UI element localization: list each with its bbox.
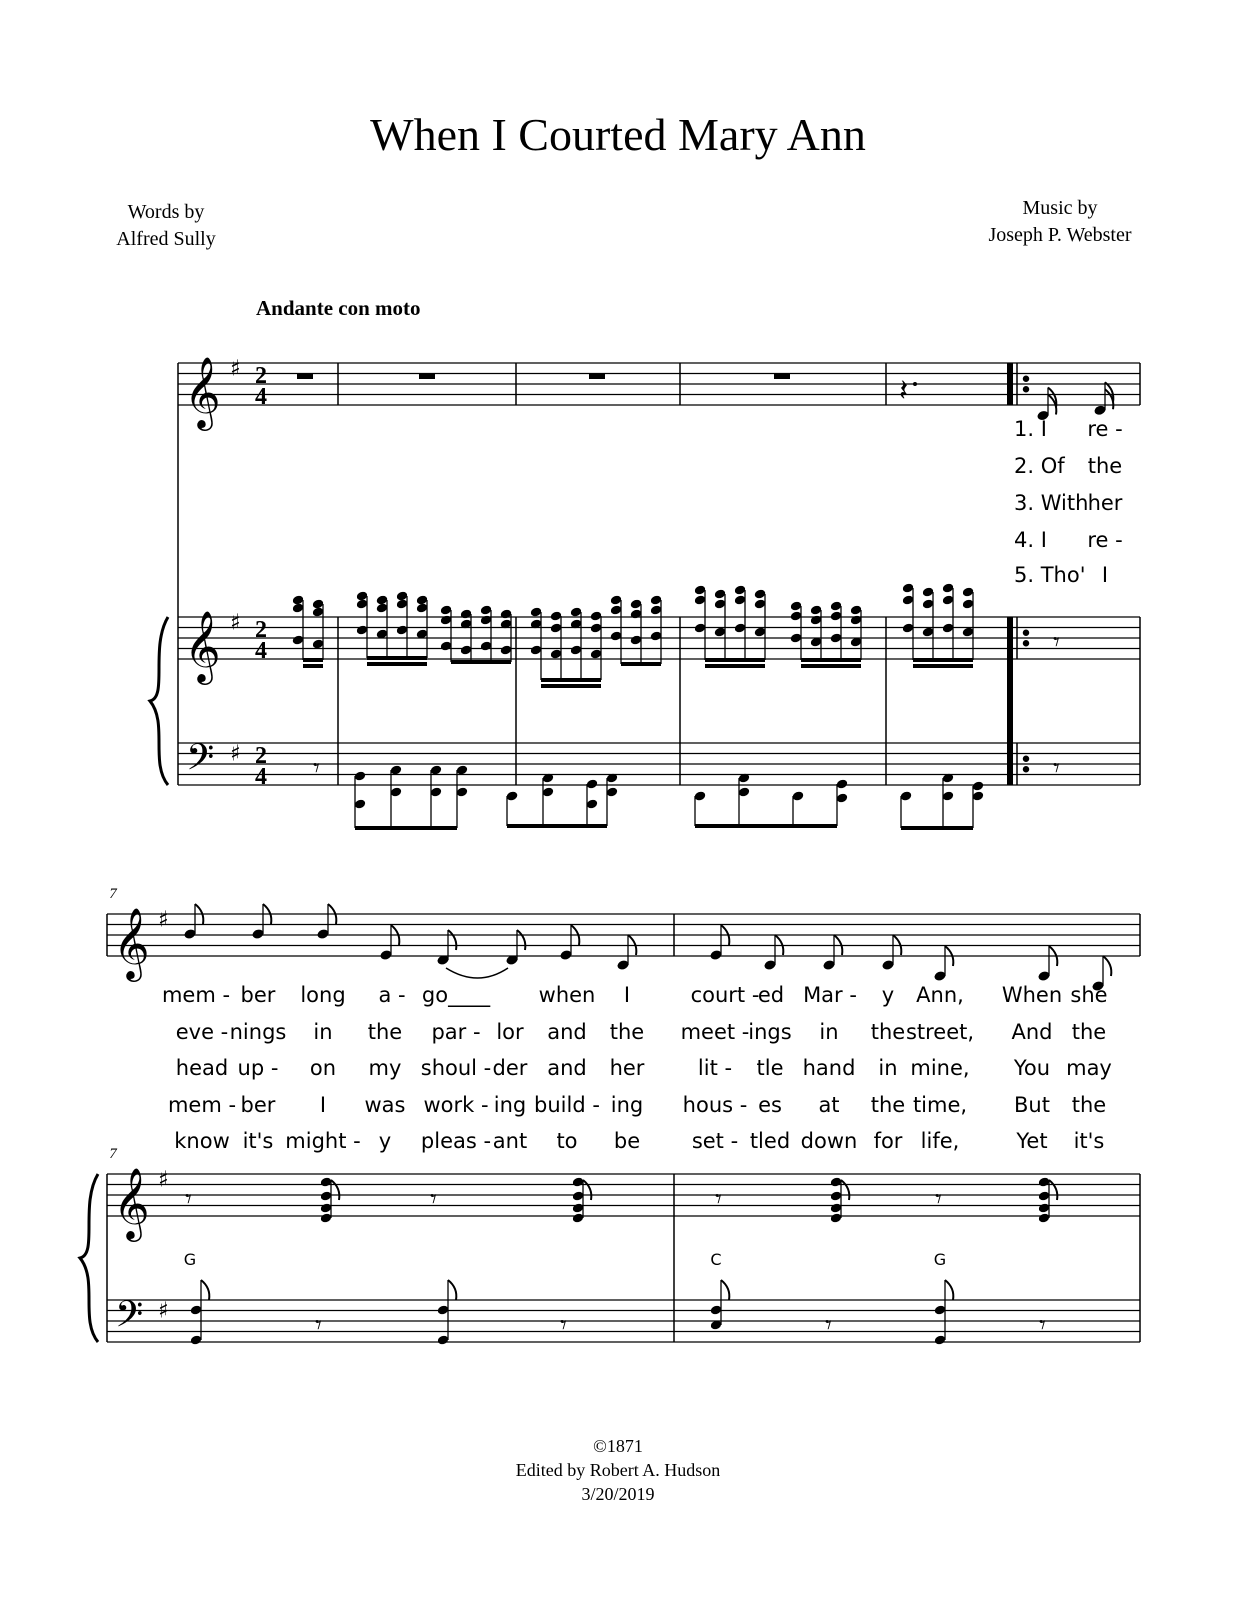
treble-clef-icon: 𝄞 (113, 906, 150, 979)
lyric-syllable: in (313, 1020, 333, 1044)
lyric-syllable: on (309, 1056, 337, 1080)
time-signature-top: 2 (255, 617, 267, 643)
quarter-rest-icon: 𝄽 (899, 373, 909, 409)
lyric-syllable: shoul - (420, 1056, 492, 1080)
repeat-dot (1024, 376, 1029, 381)
lyric-syllable: to (556, 1129, 578, 1153)
lyric-syllable: the (870, 1020, 906, 1044)
lyric-syllable: And (1011, 1020, 1053, 1044)
time-signature-bottom: 4 (255, 384, 267, 410)
notes (183, 382, 1113, 1345)
lyric-syllable: But (1014, 1093, 1050, 1117)
bass-clef-icon: 𝄢 (186, 736, 215, 788)
lyric-syllable: mem - (167, 1093, 237, 1117)
lyric-syllable: Ann, (916, 983, 964, 1007)
note-flag (721, 1280, 729, 1300)
note-flag (1049, 1180, 1057, 1200)
lyric-syllable: when (538, 983, 596, 1007)
whole-rest (774, 374, 790, 380)
lyric-syllable: the (1071, 1093, 1107, 1117)
whole-rest (419, 374, 435, 380)
eighth-rest-icon: 𝄾 (313, 753, 320, 784)
lyric-syllable: long (300, 983, 346, 1007)
whole-rest (589, 374, 605, 380)
note-flag (945, 1280, 953, 1300)
sharp-icon: ♯ (230, 356, 241, 382)
edit-date: 3/20/2019 (581, 1484, 655, 1504)
verse-pickup-lyric: 2. Of (1014, 454, 1065, 478)
eighth-rest-icon: 𝄾 (1039, 1310, 1046, 1341)
note-flag (448, 930, 456, 950)
eighth-rest-icon: 𝄾 (1053, 627, 1060, 658)
augmentation-dot (913, 382, 917, 386)
lyric-syllable: es (758, 1093, 782, 1117)
lyric-syllable: hous - (682, 1093, 748, 1117)
eighth-rest-icon: 𝄾 (430, 1184, 437, 1215)
tempo-marking: Andante con moto (256, 296, 421, 320)
footer (0, 1434, 1236, 1506)
lyric-syllable: nings (229, 1020, 287, 1044)
lyric-syllable: ber (240, 983, 276, 1007)
time-signature-top: 2 (255, 363, 267, 389)
key-signatures (158, 356, 241, 1323)
note-flag (201, 1280, 209, 1300)
lyric-syllable: the (609, 1020, 645, 1044)
repeat-dot (1024, 387, 1029, 392)
sharp-icon: ♯ (230, 610, 241, 636)
time-signature-bottom: 4 (255, 764, 267, 790)
sharp-icon: ♯ (158, 907, 169, 933)
lyric-syllable: her (609, 1056, 645, 1080)
lyric-syllable: it's (1073, 1129, 1105, 1153)
bass-clef-icon: 𝄢 (115, 1293, 144, 1345)
lyric-syllable: a - (378, 983, 406, 1007)
treble-clef-icon: 𝄞 (184, 355, 221, 428)
lyric-syllable: time, (912, 1093, 968, 1117)
lyric-syllable: set - (691, 1129, 739, 1153)
verse-pickup-lyric: her (1087, 491, 1123, 515)
lyric-syllable: mem - (161, 983, 231, 1007)
lyric-syllable: tle (756, 1056, 784, 1080)
verse-pickup-lyric: 5. Tho' (1014, 563, 1086, 587)
time-signatures (255, 363, 267, 790)
lyric-syllable: ings (748, 1020, 792, 1044)
lyric-syllable: Mar - (803, 983, 857, 1007)
lyric-syllable: and (547, 1056, 587, 1080)
verse-pickup-lyric: re - (1087, 528, 1123, 552)
lyric-syllable: work - (423, 1093, 489, 1117)
lyric-syllable: tled (749, 1129, 791, 1153)
measure-number: 7 (109, 1146, 117, 1162)
note-flag (841, 1180, 849, 1200)
time-signature-bottom: 4 (255, 638, 267, 664)
music-author: Joseph P. Webster (988, 224, 1132, 246)
lyric-syllable: down (800, 1129, 858, 1153)
eighth-rest-icon: 𝄾 (935, 1184, 942, 1215)
repeat-dot (1024, 630, 1029, 635)
lyric-syllable: par - (431, 1020, 481, 1044)
lyric-syllable: in (878, 1056, 898, 1080)
copyright-year: ©1871 (593, 1436, 643, 1456)
lyric-syllable: the (870, 1093, 906, 1117)
lyric-syllable: go____ (421, 983, 491, 1007)
lyric-syllable: pleas - (420, 1129, 492, 1153)
lyric-syllable: be (613, 1129, 641, 1153)
lyric-syllable: I (623, 983, 631, 1007)
repeat-dot (1024, 767, 1029, 772)
song-title: When I Courted Mary Ann (370, 109, 866, 160)
editor-credit: Edited by Robert A. Hudson (515, 1460, 721, 1480)
repeat-dot (1024, 641, 1029, 646)
lyric-syllable: and (547, 1020, 587, 1044)
verse-pickup-lyric: the (1087, 454, 1123, 478)
words-author: Alfred Sully (116, 228, 216, 250)
verse-pickup-lyric: 1. I (1014, 417, 1047, 441)
lyric-syllable: mine, (910, 1056, 970, 1080)
clefs (80, 355, 221, 1345)
lyric-syllable: hand (802, 1056, 856, 1080)
chord-symbol: C (710, 1250, 722, 1269)
note-flag (583, 1180, 591, 1200)
lyric-syllable: ber (240, 1093, 276, 1117)
lyric-syllable: I (319, 1093, 327, 1117)
lyric-syllable: y (378, 1129, 392, 1153)
lyric-syllable: the (367, 1020, 403, 1044)
lyric-syllable: head (175, 1056, 229, 1080)
chord-symbol: G (933, 1250, 947, 1269)
staff-lines (107, 363, 1140, 1342)
lyric-syllable: up - (237, 1056, 279, 1080)
eighth-rest-icon: 𝄾 (715, 1184, 722, 1215)
verse-pickup-lyric: re - (1087, 417, 1123, 441)
lyric-syllable: You (1013, 1056, 1051, 1080)
lyric-syllable: in (819, 1020, 839, 1044)
measure-number: 7 (109, 886, 117, 902)
note-flag (331, 1180, 339, 1200)
treble-clef-icon: 𝄞 (184, 609, 221, 682)
lyric-syllable: ing (493, 1093, 527, 1117)
lyric-syllable: Yet (1016, 1129, 1048, 1153)
eighth-rest-icon: 𝄾 (825, 1310, 832, 1341)
sharp-icon: ♯ (158, 1298, 169, 1324)
lyric-syllable: ant (492, 1129, 528, 1153)
eighth-rest-icon: 𝄾 (1053, 753, 1060, 784)
brace-icon (80, 1174, 98, 1342)
lyric-syllable: may (1066, 1056, 1112, 1080)
verse-pickup-lyric: I (1101, 563, 1109, 587)
lyric-syllable: meet - (680, 1020, 750, 1044)
lyric-syllable: eve - (175, 1020, 229, 1044)
lyric-syllable: she (1070, 983, 1108, 1007)
repeat-dot (1024, 756, 1029, 761)
sharp-icon: ♯ (230, 741, 241, 767)
lyric-syllable: my (368, 1056, 402, 1080)
time-signature-top: 2 (255, 743, 267, 769)
lyric-syllable: lor (496, 1020, 524, 1044)
eighth-rest-icon: 𝄾 (560, 1310, 567, 1341)
lyric-syllable: ing (610, 1093, 644, 1117)
note-flag (517, 930, 525, 950)
lyric-syllable: build - (534, 1093, 600, 1117)
lyric-syllable: for (873, 1129, 903, 1153)
lyric-syllable: y (881, 983, 895, 1007)
lyric-syllable: life, (920, 1129, 960, 1153)
lyric-syllable: the (1071, 1020, 1107, 1044)
whole-rest (297, 374, 313, 380)
note-flag (1103, 956, 1111, 976)
note-flag (448, 1280, 456, 1300)
lyric-syllable: might - (285, 1129, 361, 1153)
brace-icon (150, 617, 168, 785)
treble-clef-icon: 𝄞 (113, 1166, 150, 1239)
music-label: Music by (1022, 197, 1098, 219)
sharp-icon: ♯ (158, 1167, 169, 1193)
verse-pickup-lyric: 3. With (1014, 491, 1089, 515)
lyric-syllable: was (364, 1093, 406, 1117)
lyric-syllable: ed (757, 983, 785, 1007)
words-label: Words by (127, 201, 205, 223)
lyric-syllable: know (174, 1129, 230, 1153)
tie (446, 968, 508, 978)
lyric-syllable: it's (242, 1129, 274, 1153)
lyric-syllable: court - (690, 983, 760, 1007)
eighth-rest-icon: 𝄾 (185, 1184, 192, 1215)
verse-pickup-lyric: 4. I (1014, 528, 1047, 552)
chord-symbol: G (183, 1250, 197, 1269)
lyric-syllable: lit - (697, 1056, 733, 1080)
eighth-rest-icon: 𝄾 (315, 1310, 322, 1341)
lyric-syllable: der (492, 1056, 528, 1080)
lyric-syllable: at (818, 1093, 840, 1117)
lyric-syllable: street, (905, 1020, 975, 1044)
score-texts (109, 417, 1123, 1269)
lyric-syllable: When (1001, 983, 1063, 1007)
